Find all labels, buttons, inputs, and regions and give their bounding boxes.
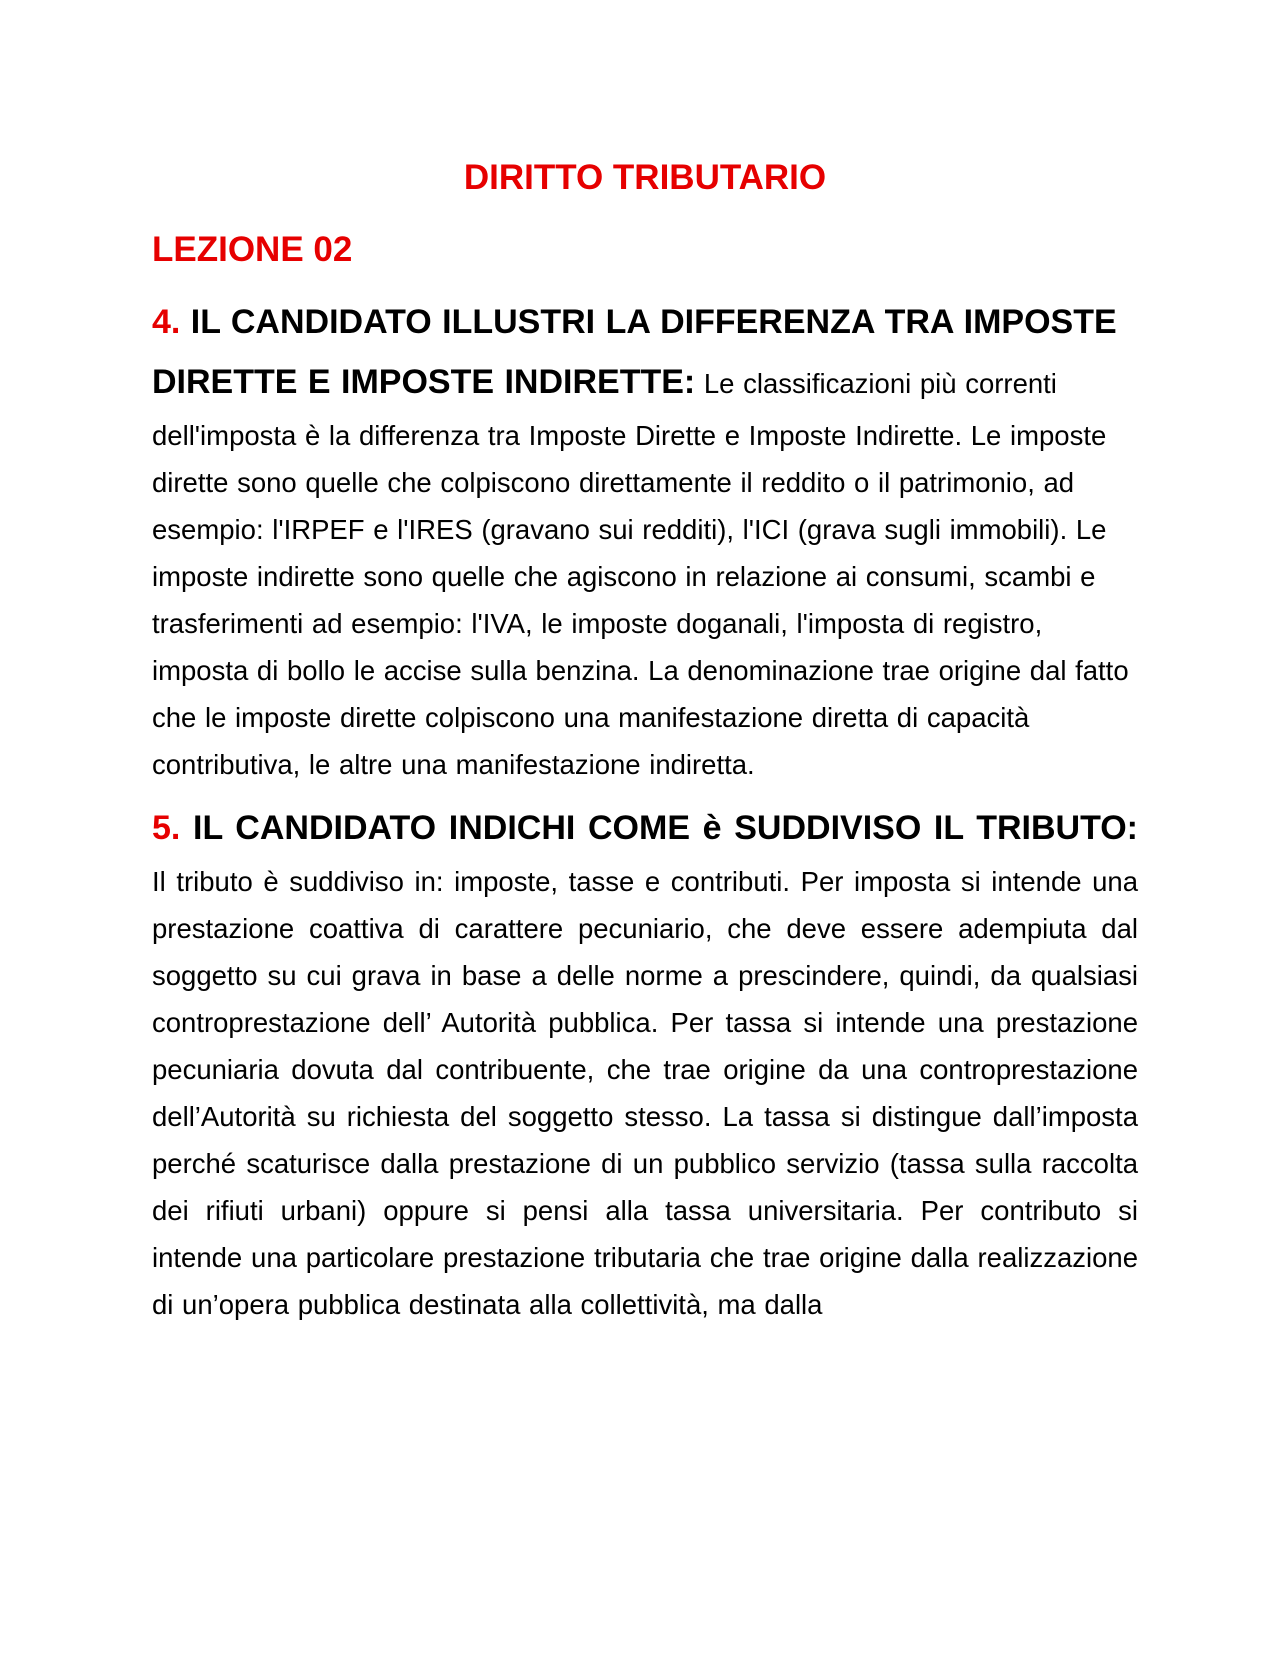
document-title: DIRITTO TRIBUTARIO — [463, 158, 827, 197]
question-5 — [152, 798, 1138, 1328]
lesson-heading: LEZIONE 02 — [152, 230, 353, 269]
question-4-answer: Le classificazioni più correnti dell'imposta è la differenza tra Imposte Dirette e Imposte Indirette. Le imposte dirette sono quelle che colpiscono direttamente il reddito o il patrimonio, ad esempio: l'IRPEF e l'IRES (gravano sui redditi), l'ICI (grava sugli immobili). Le imposte indirette sono quelle che agiscono in relazione ai consumi, scambi e trasferimenti ad esempio: l'IVA, le imposte doganali, l'imposta di registro, imposta di bollo le accise sulla benzina. La denominazione trae origine dal fatto che le imposte dirette colpiscono una manifestazione diretta di capacità contributiva, le altre una manifestazione indiretta. — [152, 368, 1129, 780]
page-content — [152, 148, 1138, 1338]
question-5-title: IL CANDIDATO INDICHI COME è SUDDIVISO IL TRIBUTO: — [180, 809, 1138, 847]
question-4-number: 4. — [152, 303, 181, 341]
question-5-number: 5. — [152, 809, 181, 847]
question-4 — [152, 292, 1138, 788]
question-5-heading — [152, 809, 1138, 847]
question-4-title: IL CANDIDATO ILLUSTRI LA DIFFERENZA TRA IMPOSTE DIRETTE E IMPOSTE INDIRETTE: — [152, 303, 1117, 401]
question-5-answer: Il tributo è suddiviso in: imposte, tasse e contributi. Per imposta si intende una prestazione coattiva di carattere pecuniario, che deve essere adempiuta dal soggetto su cui grava in base a delle norme a prescindere, quindi, da qualsiasi controprestazione dell’ Autorità pubblica. Per tassa si intende una prestazione pecuniaria dovuta dal contribuente, che trae origine da una controprestazione dell’Autorità su richiesta del soggetto stesso. La tassa si distingue dall’imposta perché scaturisce dalla prestazione di un pubblico servizio (tassa sulla raccolta dei rifiuti urbani) oppure si pensi alla tassa universitaria. Per contributo si intende una particolare prestazione tributaria che trae origine dalla realizzazione di un’opera pubblica destinata alla collettività, ma dalla — [152, 866, 1138, 1320]
